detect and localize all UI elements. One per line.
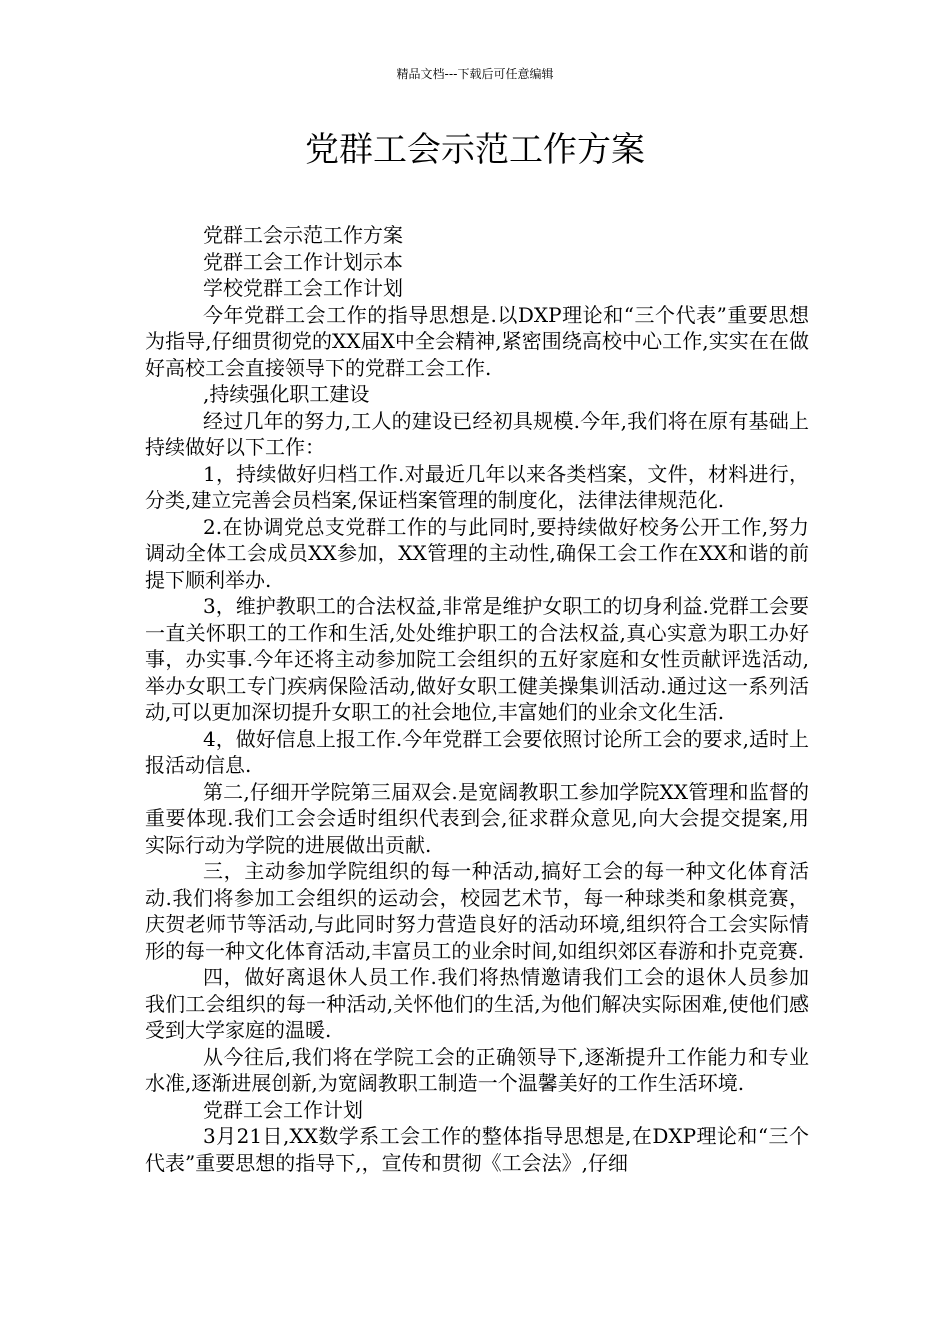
paragraph: 经过几年的努力,工人的建设已经初具规模.今年,我们将在原有基础上持续做好以下工作：: [145, 408, 809, 459]
paragraph: ,持续强化职工建设: [203, 382, 370, 406]
document-title: 党群工会示范工作方案: [305, 130, 645, 170]
header-note: 精品文档---下载后可任意编辑: [396, 67, 554, 81]
paragraph: 党群工会示范工作方案: [203, 223, 403, 247]
paragraph: 党群工会工作计划示本: [203, 249, 403, 274]
document-body: [145, 222, 809, 1176]
paragraph: 3，维护教职工的合法权益,非常是维护女职工的切身利益.党群工会要一直关怀职工的工作和生活,处处维护职工的合法权益,真心实意为职工办好事，办实事.今年还将主动参加院工会组织的五好家庭和女性贡献评选活动,举办女职工专门疾病保险活动,做好女职工健美操集训活动.通过这一系列活动,可以更加深切提升女职工的社会地位,丰富她们的业余文化生活.: [145, 594, 809, 724]
paragraph: 3月21日,XX数学系工会工作的整体指导思想是,在DXP理论和“三个代表”重要思想的指导下,，宣传和贯彻《工会法》,仔细: [145, 1124, 809, 1175]
paragraph: 今年党群工会工作的指导思想是.以DXP理论和“三个代表”重要思想为指导,仔细贯彻党的XX届X中全会精神,紧密围绕高校中心工作,实实在在做好高校工会直接领导下的党群工会工作.: [145, 302, 809, 380]
paragraph: 从今往后,我们将在学院工会的正确领导下,逐渐提升工作能力和专业水准,逐渐进展创新,为宽阔教职工制造一个温馨美好的工作生活环境.: [145, 1044, 809, 1095]
paragraph: 2.在协调党总支党群工作的与此同时,要持续做好校务公开工作,努力调动全体工会成员XX参加，XX管理的主动性,确保工会工作在XX和谐的前提下顺利举办.: [145, 514, 809, 592]
paragraph: 4，做好信息上报工作.今年党群工会要依照讨论所工会的要求,适时上报活动信息.: [145, 726, 809, 777]
paragraph: 四，做好离退休人员工作.我们将热情邀请我们工会的退休人员参加我们工会组织的每一种活动,关怀他们的生活,为他们解决实际困难,使他们感受到大学家庭的温暖.: [145, 965, 809, 1042]
paragraph: 1，持续做好归档工作.对最近几年以来各类档案，文件，材料进行，分类,建立完善会员档案,保证档案管理的制度化，法律法律规范化.: [145, 461, 809, 512]
paragraph: 第二,仔细开学院第三届双会.是宽阔教职工参加学院XX管理和监督的重要体现.我们工会会适时组织代表到会,征求群众意见,向大会提交提案,用实际行动为学院的进展做出贡献.: [145, 779, 809, 857]
paragraph: 党群工会工作计划: [203, 1097, 363, 1122]
paragraph: 三，主动参加学院组织的每一种活动,搞好工会的每一种文化体育活动.我们将参加工会组织的运动会，校园艺术节，每一种球类和象棋竞赛，庆贺老师节等活动,与此同时努力营造良好的活动环境,组织符合工会实际情形的每一种文化体育活动,丰富员工的业余时间,如组织郊区春游和扑克竞赛.: [145, 859, 809, 963]
paragraph: 学校党群工会工作计划: [203, 276, 403, 300]
